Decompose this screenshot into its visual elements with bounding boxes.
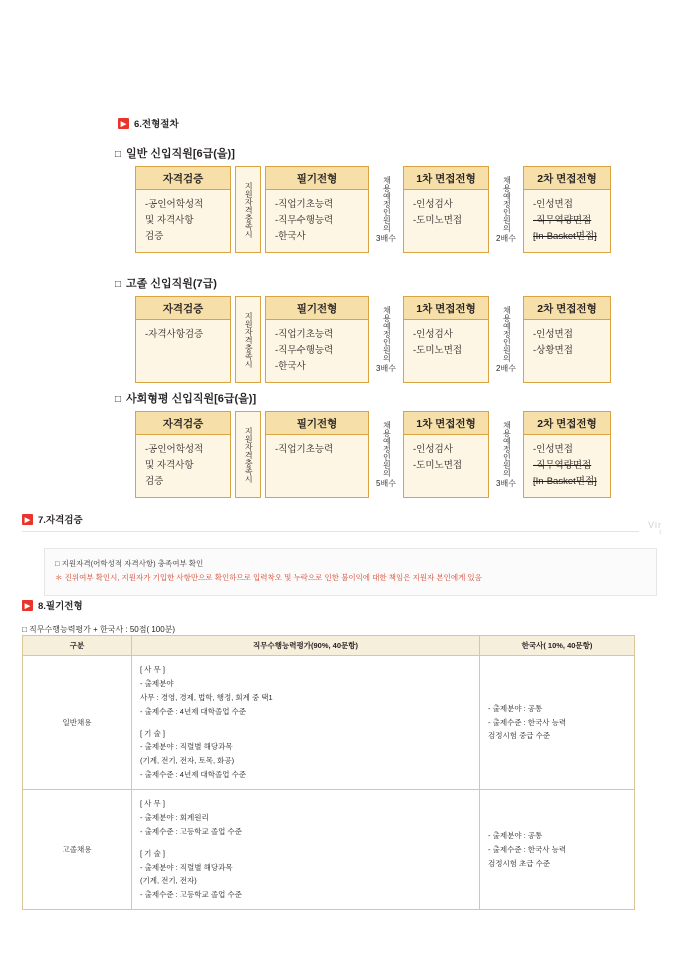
stage-interview-2 <box>523 411 611 498</box>
stage-interview-1-body: -인성검사 -도미노면접 <box>404 320 488 382</box>
stage-interview-1-title: 1차 면접전형 <box>404 297 488 320</box>
divider <box>22 531 639 532</box>
stage-written-body: -직업기초능력 <box>266 435 368 497</box>
stage-interview-1-body: -인성검사 -도미노면접 <box>404 435 488 497</box>
flow-title-highschool: □ 고졸 신입직원(7급) <box>115 278 217 290</box>
exam-table-caption: □ 직무수행능력평가 + 한국사 : 50점( 100분) <box>22 625 176 634</box>
connector-ratio-1st: 채용 예정 인원 의 5배수 <box>376 420 396 488</box>
stage-qualification <box>135 411 231 498</box>
stage-written-title: 필기전형 <box>266 412 368 435</box>
connector-ratio-2nd: 채용 예정 인원 의 2배수 <box>496 175 516 243</box>
stage-interview-2-body: -인성면접 -상황면접 <box>524 320 610 382</box>
section-heading-7 <box>22 512 642 526</box>
table-row <box>23 656 635 790</box>
connector-ratio-1st: 채용 예정 인원 의 3배수 <box>376 305 396 373</box>
cell-detail: [ 사 무 ] - 출제분야 사무 : 경영, 경제, 법학, 행정, 회계 중 택1 - 출제수준 : 4년제 대학졸업 수준 [ 기 술 ] - 출제분야 : 직렬별 해당과목 (기계, 전기, 전자, 토목, 화공) - 출제수준 : 4년제 대학졸업 수준 <box>132 656 480 790</box>
stage-interview-1-body: -인성검사 -도미노면접 <box>404 190 488 252</box>
section-8-label: 8.필기전형 <box>38 601 83 612</box>
stage-written-title: 필기전형 <box>266 167 368 190</box>
stage-written-body: -직업기초능력 -직무수행능력 -한국사 <box>266 320 368 382</box>
stage-interview-1-title: 1차 면접전형 <box>404 167 488 190</box>
flow-title-social: □ 사회형평 신입직원[6급(을)] <box>115 393 257 405</box>
flow-diagram-social <box>135 411 611 498</box>
stage-qualification-title: 자격검증 <box>136 412 230 435</box>
section-heading-8 <box>22 598 83 612</box>
stage-interview-2-title: 2차 면접전형 <box>524 297 610 320</box>
stage-interview-2-body: -인성면접 -직무역량면접 [In-Basket면접] <box>524 435 610 497</box>
cell-category: 일반채용 <box>23 656 132 790</box>
stage-interview-1 <box>403 166 489 253</box>
stage-qualification-body: -공인어학성적 및 자격사항 검증 <box>136 435 230 497</box>
note-line-1: □ 지원자격(어학성적 자격사항) 충족여부 확인 <box>55 559 204 568</box>
stage-written-body: -직업기초능력 -직무수행능력 -한국사 <box>266 190 368 252</box>
cell-category: 고졸채용 <box>23 790 132 910</box>
connector-qualified: 지원 자격 충족 시 <box>235 411 261 498</box>
stage-qualification-body: -자격사항검증 <box>136 320 230 382</box>
stage-written <box>265 411 369 498</box>
section-6-label: 6.전형절차 <box>134 119 179 130</box>
flow-title-general: □ 일반 신입직원[6급(을)] <box>115 148 235 160</box>
section-7-label: 7.자격검증 <box>38 515 83 526</box>
header-category: 구분 <box>23 636 132 656</box>
stage-interview-2 <box>523 166 611 253</box>
qualification-note-box <box>44 548 657 596</box>
flow-group-highschool <box>60 275 611 383</box>
header-korean-history: 한국사( 10%, 40문항) <box>480 636 635 656</box>
watermark: Vir t <box>648 520 662 536</box>
square-marker-icon: □ <box>115 394 122 405</box>
stage-qualification-body: -공인어학성적 및 자격사항 검증 <box>136 190 230 252</box>
stage-interview-1 <box>403 411 489 498</box>
connector-ratio-1st: 채용 예정 인원 의 3배수 <box>376 175 396 243</box>
stage-interview-2 <box>523 296 611 383</box>
stage-interview-2-title: 2차 면접전형 <box>524 167 610 190</box>
square-marker-icon: □ <box>115 149 122 160</box>
stage-interview-1 <box>403 296 489 383</box>
stage-qualification <box>135 166 231 253</box>
stage-interview-1-title: 1차 면접전형 <box>404 412 488 435</box>
cell-history: - 출제분야 : 공통 - 출제수준 : 한국사 능력 검정시험 중급 수준 <box>480 656 635 790</box>
stage-qualification <box>135 296 231 383</box>
square-marker-icon: □ <box>115 279 122 290</box>
section-bullet-icon <box>118 118 129 129</box>
section-bullet-icon <box>22 600 33 611</box>
stage-interview-2-title: 2차 면접전형 <box>524 412 610 435</box>
table-row <box>23 790 635 910</box>
connector-ratio-2nd: 채용 예정 인원 의 3배수 <box>496 420 516 488</box>
stage-written <box>265 166 369 253</box>
section-bullet-icon <box>22 514 33 525</box>
stage-written <box>265 296 369 383</box>
connector-ratio-2nd: 채용 예정 인원 의 2배수 <box>496 305 516 373</box>
connector-qualified: 지원 자격 충족 시 <box>235 166 261 253</box>
flow-diagram-highschool <box>135 296 611 383</box>
header-job-competency: 직무수행능력평가(90%, 40문항) <box>132 636 480 656</box>
note-line-2: ＊ 진위여부 확인시, 지원자가 기입한 사항만으로 확인하므로 입력착오 및 누락으로 인한 불이익에 대한 책임은 지원자 본인에게 있음 <box>55 573 482 583</box>
cell-detail: [ 사 무 ] - 출제분야 : 회계원리 - 출제수준 : 고등학교 졸업 수준 [ 기 술 ] - 출제분야 : 직렬별 해당과목 (기계, 전기, 전자) - 출제수준 : 고등학교 졸업 수준 <box>132 790 480 910</box>
flow-group-social <box>60 390 611 498</box>
table-header-row <box>23 636 635 656</box>
exam-table <box>22 635 635 910</box>
flow-diagram-general <box>135 166 611 253</box>
connector-qualified: 지원 자격 충족 시 <box>235 296 261 383</box>
stage-qualification-title: 자격검증 <box>136 167 230 190</box>
flow-group-general <box>60 145 611 253</box>
stage-written-title: 필기전형 <box>266 297 368 320</box>
section-heading-6 <box>118 116 179 130</box>
cell-history: - 출제분야 : 공통 - 출제수준 : 한국사 능력 검정시험 초급 수준 <box>480 790 635 910</box>
stage-interview-2-body: -인성면접 -직무역량면접 [In-Basket면접] <box>524 190 610 252</box>
stage-qualification-title: 자격검증 <box>136 297 230 320</box>
